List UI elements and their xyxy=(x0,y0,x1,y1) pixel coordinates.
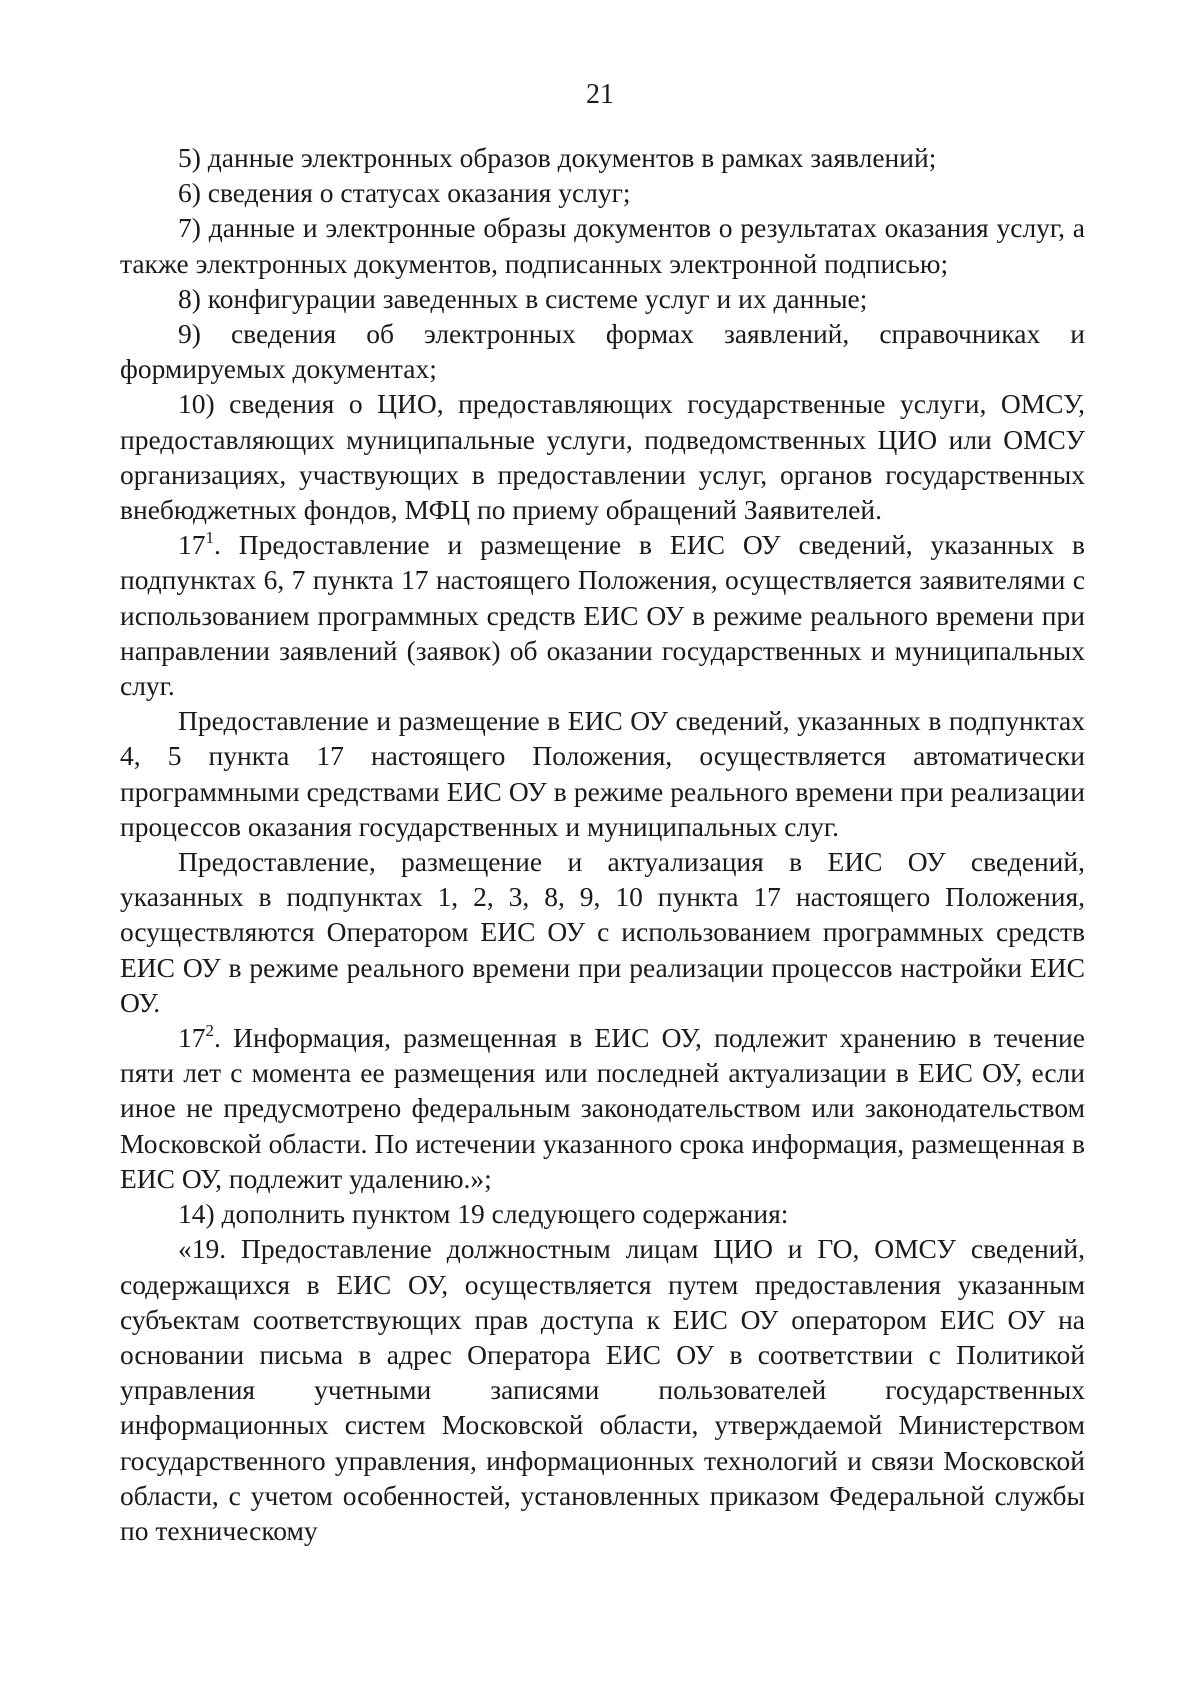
document-body xyxy=(120,140,1085,1548)
page-number: 21 xyxy=(586,79,614,110)
paragraph: Предоставление, размещение и актуализация в ЕИС ОУ сведений, указанных в подпунктах 1, 2, 3, 8, 9, 10 пункта 17 настоящего Положения, осуществляются Оператором ЕИС ОУ с использованием программных средств ЕИС ОУ в режиме реального времени при реализации процессов настройки ЕИС ОУ. xyxy=(120,846,1085,1018)
list-item-7: 7) данные и электронные образы документов о результатах оказания услуг, а также электронных документов, подписанных электронной подписью; xyxy=(120,212,1085,279)
clause-superscript: 2 xyxy=(205,1021,214,1041)
clause-17-2 xyxy=(120,1020,1085,1196)
list-item-14: 14) дополнить пунктом 19 следующего содержания: xyxy=(178,1198,789,1230)
paragraph: Предоставление и размещение в ЕИС ОУ сведений, указанных в подпунктах 4, 5 пункта 17 настоящего Положения, осуществляется автоматически программными средствами ЕИС ОУ в режиме реального времени при реализации процессов оказания государственных и муниципальных слуг. xyxy=(120,705,1085,842)
clause-superscript: 1 xyxy=(205,528,214,548)
list-item-5: 5) данные электронных образов документов в рамках заявлений; xyxy=(178,142,937,173)
clause-17-1 xyxy=(120,527,1085,703)
clause-number: 17 xyxy=(178,529,206,561)
clause-19: «19. Предоставление должностным лицам ЦИО и ГО, ОМСУ сведений, содержащихся в ЕИС ОУ, осуществляется путем предоставления указанным субъектам соответствующих прав доступа к ЕИС ОУ оператором ЕИС ОУ на основании письма в адрес Оператора ЕИС ОУ в соответствии с Политикой управления учетными записями пользователей государственных информационных систем Московской области, утверждаемой Министерством государственного управления, информационных технологий и связи Московской области, с учетом особенностей, установленных приказом Федеральной службы по техническому xyxy=(120,1233,1085,1546)
list-item-9: 9) сведения об электронных формах заявлений, справочниках и формируемых документах; xyxy=(120,318,1085,385)
clause-text: . Информация, размещенная в ЕИС ОУ, подлежит хранению в течение пяти лет с момента ее размещения или последней актуализации в ЕИС ОУ, если иное не предусмотрено федеральным законодательством или законодательством Московской области. По истечении указанного срока информация, размещенная в ЕИС ОУ, подлежит удалению.»; xyxy=(120,1022,1085,1194)
clause-number: 17 xyxy=(178,1022,206,1054)
list-item-6: 6) сведения о статусах оказания услуг; xyxy=(178,177,631,209)
list-item-8: 8) конфигурации заведенных в системе услуг и их данные; xyxy=(178,282,868,314)
list-item-10: 10) сведения о ЦИО, предоставляющих государственные услуги, ОМСУ, предоставляющих муниципальные услуги, подведомственных ЦИО или ОМСУ организациях, участвующих в предоставлении услуг, органов государственных внебюджетных фондов, МФЦ по приему обращений Заявителей. xyxy=(120,388,1085,526)
clause-text: . Предоставление и размещение в ЕИС ОУ сведений, указанных в подпунктах 6, 7 пункта 17 настоящего Положения, осуществляется заявителями с использованием программных средств ЕИС ОУ в режиме реального времени при направлении заявлений (заявок) об оказании государственных и муниципальных слуг. xyxy=(120,529,1085,702)
